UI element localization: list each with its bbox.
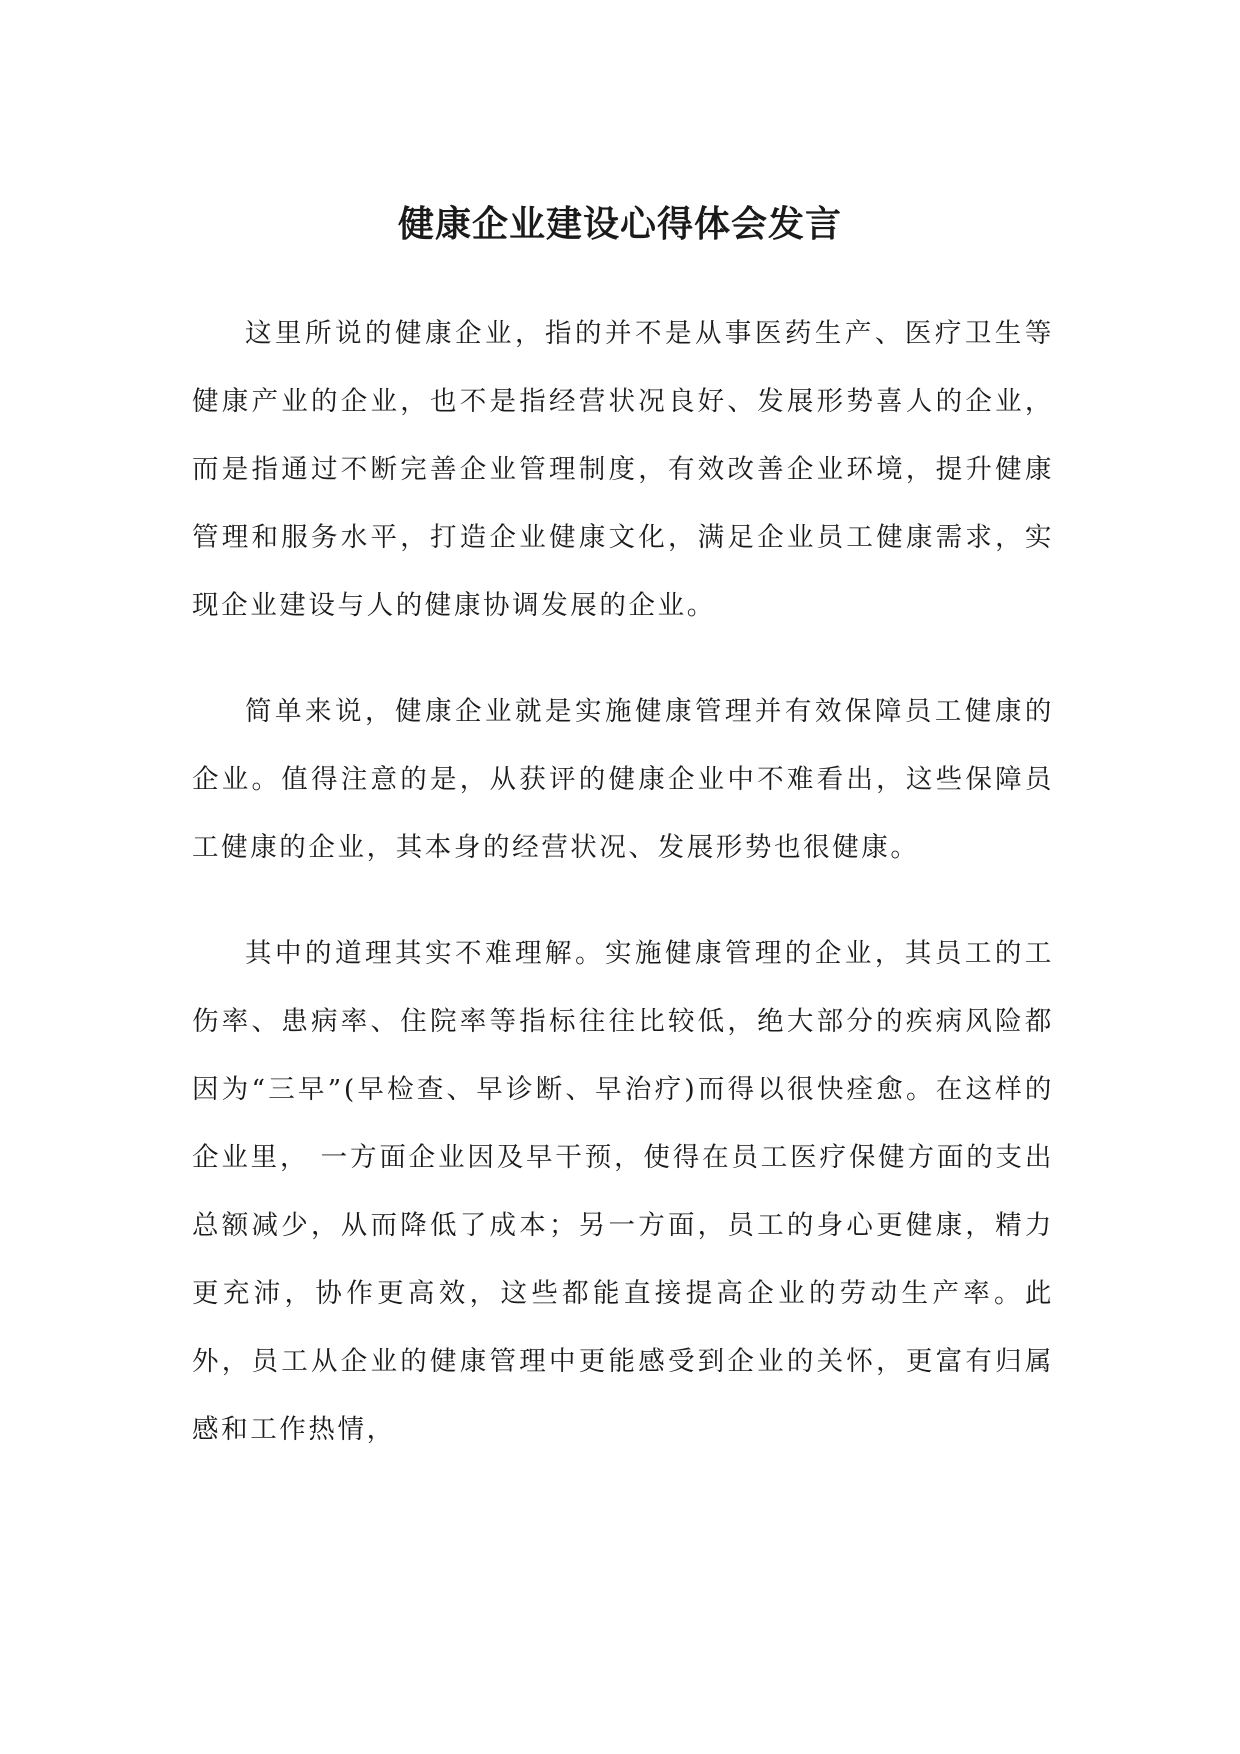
- paragraph-3: 其中的道理其实不难理解。实施健康管理的企业，其员工的工伤率、患病率、住院率等指标往往比较低，绝大部分的疾病风险都因为“三早”(早检查、早诊断、早治疗)而得以很快痊愈。在这样的企业里， 一方面企业因及早干预，使得在员工医疗保健方面的支出总额减少，从而降低了成本；另一方面，员工的身心更健康，精力更充沛，协作更高效，这些都能直接提高企业的劳动生产率。此外，员工从企业的健康管理中更能感受到企业的关怀，更富有归属感和工作热情，: [192, 938, 1054, 1445]
- document-title: 健康企业建设心得体会发言: [397, 204, 842, 245]
- paragraph-2: 简单来说，健康企业就是实施健康管理并有效保障员工健康的企业。值得注意的是，从获评的健康企业中不难看出，这些保障员工健康的企业，其本身的经营状况、发展形势也很健康。: [192, 696, 1054, 863]
- document-body: [192, 300, 1054, 1464]
- paragraph-1: 这里所说的健康企业，指的并不是从事医药生产、医疗卫生等健康产业的企业，也不是指经营状况良好、发展形势喜人的企业，而是指通过不断完善企业管理制度，有效改善企业环境，提升健康管理和服务水平，打造企业健康文化，满足企业员工健康需求，实现企业建设与人的健康协调发展的企业。: [192, 318, 1054, 621]
